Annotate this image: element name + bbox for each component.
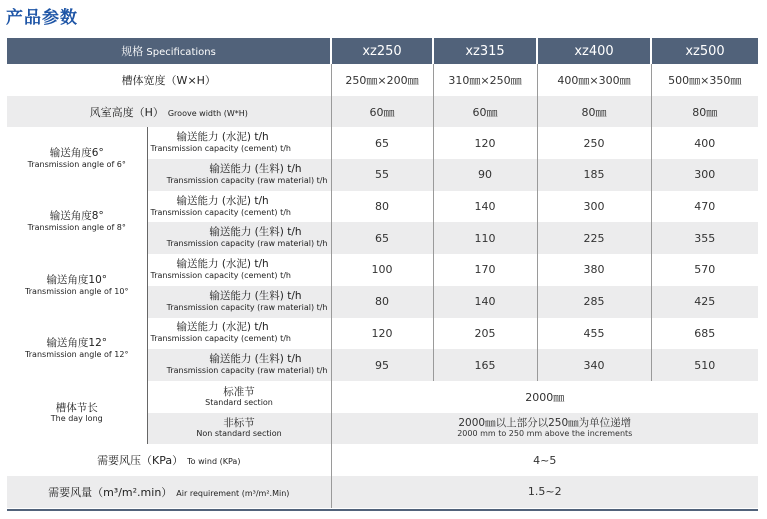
cell-value: 310㎜×250㎜ [433, 64, 537, 96]
spec-table [7, 38, 758, 508]
cell-value: 205 [433, 318, 537, 350]
capacity-label [147, 318, 331, 350]
capacity-label [147, 222, 331, 254]
wind-label [7, 444, 331, 476]
row-label-en: Groove width (W*H) [167, 108, 248, 118]
cell-value: 140 [433, 191, 537, 223]
capacity-label-en: Transmission capacity (raw material) t/h [166, 302, 328, 312]
cell-value: 165 [433, 349, 537, 381]
capacity-label-en: Transmission capacity (cement) t/h [150, 144, 291, 154]
capacity-label-cn: 输送能力 (生料) t/h [209, 162, 302, 175]
capacity-label [147, 349, 331, 381]
wind-label-en: To wind (KPa) [187, 457, 241, 467]
cell-value: 60㎜ [331, 96, 433, 128]
row-label [7, 96, 331, 128]
row-label [7, 64, 331, 96]
angle-label-cn: 输送角度8° [49, 210, 104, 223]
standard-label-cn: 标准节 [223, 385, 255, 398]
cell-value: 95 [331, 349, 433, 381]
angle-label-en: Transmission angle of 10° [25, 286, 129, 296]
angle-label-en: Transmission angle of 12° [25, 350, 129, 360]
cell-value: 80 [331, 191, 433, 223]
header-spec-label [7, 38, 331, 64]
header-model: xz400 [537, 38, 651, 64]
cell-value: 500㎜×350㎜ [651, 64, 758, 96]
cell-value: 570 [651, 254, 758, 286]
capacity-label-en: Transmission capacity (raw material) t/h [166, 366, 328, 376]
page-title: 产品参数 [6, 8, 78, 28]
nonstandard-section-label [147, 413, 331, 445]
capacity-label-cn: 输送能力 (生料) t/h [209, 226, 302, 239]
angle-label-cn: 输送角度12° [46, 337, 108, 350]
cell-value: 110 [433, 222, 537, 254]
cell-value: 55 [331, 159, 433, 191]
table-row [7, 127, 758, 159]
angle-label-cn: 输送角度10° [46, 273, 108, 286]
angle-label [7, 191, 147, 254]
capacity-label-en: Transmission capacity (raw material) t/h [166, 239, 328, 249]
table-row [7, 318, 758, 350]
standard-label-en: Standard section [205, 397, 273, 407]
cell-value: 225 [537, 222, 651, 254]
cell-value: 400 [651, 127, 758, 159]
cell-value: 685 [651, 318, 758, 350]
section-label [7, 381, 147, 444]
cell-value: 170 [433, 254, 537, 286]
table-row [7, 64, 758, 96]
air-label-cn: 需要风量（m³/m².min） [48, 485, 173, 499]
cell-value: 250 [537, 127, 651, 159]
nonstandard-value-cn: 2000㎜以上部分以250㎜为单位递增 [458, 417, 632, 430]
standard-section-label [147, 381, 331, 413]
capacity-label-cn: 输送能力 (生料) t/h [209, 353, 302, 366]
capacity-label [147, 159, 331, 191]
bottom-divider [7, 509, 758, 511]
header-model: xz500 [651, 38, 758, 64]
cell-value: 65 [331, 127, 433, 159]
header-label-en: Specifications [146, 47, 216, 58]
air-label [7, 476, 331, 508]
cell-value: 80㎜ [537, 96, 651, 128]
capacity-label-en: Transmission capacity (cement) t/h [150, 334, 291, 344]
cell-value: 250㎜×200㎜ [331, 64, 433, 96]
section-label-en: The day long [50, 413, 103, 423]
table-row [7, 191, 758, 223]
air-label-en: Air requirement (m³/m².Min) [176, 488, 290, 498]
table-row [7, 444, 758, 476]
cell-value: 300 [651, 159, 758, 191]
cell-value: 185 [537, 159, 651, 191]
cell-value: 300 [537, 191, 651, 223]
cell-value: 65 [331, 222, 433, 254]
wind-value: 4~5 [331, 444, 758, 476]
cell-value: 380 [537, 254, 651, 286]
row-label-cn: 风室高度（H） [89, 105, 164, 119]
cell-value: 455 [537, 318, 651, 350]
cell-value: 100 [331, 254, 433, 286]
cell-value: 355 [651, 222, 758, 254]
capacity-label-en: Transmission capacity (cement) t/h [150, 207, 291, 217]
table-row [7, 254, 758, 286]
cell-value: 120 [433, 127, 537, 159]
header-row [7, 38, 758, 64]
angle-label [7, 318, 147, 381]
table-row [7, 381, 758, 413]
angle-label-cn: 输送角度6° [49, 147, 104, 160]
capacity-label-cn: 输送能力 (水泥) t/h [176, 194, 269, 207]
table-row [7, 476, 758, 508]
angle-label-en: Transmission angle of 6° [27, 160, 126, 170]
angle-label [7, 254, 147, 317]
cell-value: 140 [433, 286, 537, 318]
header-label-cn: 规格 [121, 45, 144, 58]
cell-value: 80 [331, 286, 433, 318]
capacity-label [147, 127, 331, 159]
header-model: xz315 [433, 38, 537, 64]
cell-value: 90 [433, 159, 537, 191]
cell-value: 425 [651, 286, 758, 318]
cell-value: 340 [537, 349, 651, 381]
cell-value: 80㎜ [651, 96, 758, 128]
nonstandard-section-value [331, 413, 758, 445]
angle-label-en: Transmission angle of 8° [27, 223, 126, 233]
angle-label [7, 127, 147, 190]
cell-value: 400㎜×300㎜ [537, 64, 651, 96]
capacity-label-cn: 输送能力 (水泥) t/h [176, 321, 269, 334]
capacity-label [147, 286, 331, 318]
cell-value: 285 [537, 286, 651, 318]
nonstandard-label-cn: 非标节 [223, 417, 255, 430]
capacity-label-cn: 输送能力 (水泥) t/h [176, 131, 269, 144]
wind-label-cn: 需要风压（KPa） [97, 454, 184, 468]
cell-value: 120 [331, 318, 433, 350]
nonstandard-label-en: Non standard section [196, 429, 282, 439]
capacity-label-cn: 输送能力 (生料) t/h [209, 289, 302, 302]
air-value: 1.5~2 [331, 476, 758, 508]
table-row [7, 96, 758, 128]
header-model: xz250 [331, 38, 433, 64]
nonstandard-value-en: 2000 mm to 250 mm above the increments [457, 429, 633, 439]
cell-value: 60㎜ [433, 96, 537, 128]
capacity-label [147, 254, 331, 286]
capacity-label [147, 191, 331, 223]
capacity-label-en: Transmission capacity (raw material) t/h [166, 175, 328, 185]
standard-section-value: 2000㎜ [331, 381, 758, 413]
cell-value: 470 [651, 191, 758, 223]
row-label-cn: 槽体宽度（W×H） [121, 73, 216, 87]
section-label-cn: 槽体节长 [55, 401, 98, 414]
capacity-label-en: Transmission capacity (cement) t/h [150, 270, 291, 280]
cell-value: 510 [651, 349, 758, 381]
capacity-label-cn: 输送能力 (水泥) t/h [176, 257, 269, 270]
